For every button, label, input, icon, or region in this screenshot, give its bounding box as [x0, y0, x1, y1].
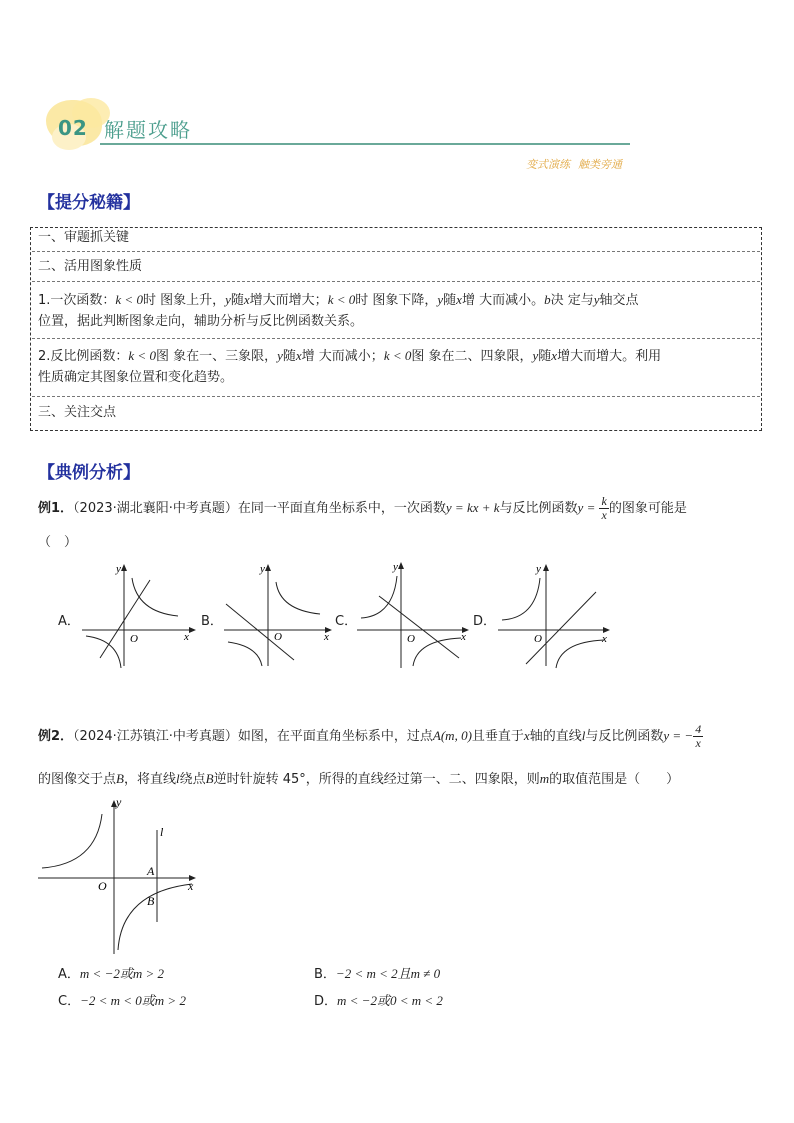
text-run: 图 象在一、三象限， [155, 349, 278, 364]
arrow-icon [189, 627, 196, 633]
fraction [693, 723, 703, 750]
math-run: B [116, 771, 124, 786]
text-run: 与反比例函数 [499, 501, 578, 516]
tips-paragraph-linear-2: 位置，据此判断图象走向，辅助分析与反比例函数关系。 [38, 314, 364, 329]
math-run: k < 0 [115, 292, 143, 307]
text-run: 且垂直于 [471, 729, 524, 744]
section-tagline [526, 156, 622, 172]
origin-label: O [274, 631, 282, 643]
text-run: 随 [443, 293, 457, 308]
equation: y = [577, 500, 596, 515]
choice-label: B． [314, 967, 336, 982]
choice-text: −2 < m < 0或m > 2 [80, 993, 186, 1008]
title-underline [100, 143, 630, 145]
text-run: 逆时针旋转 45°，所得的直线经过第一、二、四象限，则 [213, 772, 540, 787]
text-run: 图 象在二、四象限， [411, 349, 533, 364]
example-1-question [38, 495, 687, 522]
option-label-d: D． [473, 614, 497, 629]
y-label: y [393, 561, 398, 573]
divider [32, 251, 760, 252]
linear-line [100, 580, 150, 658]
tips-paragraph-inverse-2: 性质确定其图象位置和变化趋势。 [38, 370, 234, 385]
origin-label: O [98, 879, 107, 893]
point-a-label: A [147, 864, 155, 878]
text-run: 随 [282, 349, 296, 364]
divider [32, 396, 760, 397]
math-run: B [205, 771, 214, 786]
tips-line-2: 二、活用图象性质 [38, 259, 143, 274]
text-run: 与反比例函数 [585, 729, 664, 744]
math-run: x [243, 292, 250, 307]
x-label: x [602, 633, 607, 645]
denominator: x [601, 508, 607, 522]
hyperbola-branch [556, 640, 604, 668]
math-run: x [456, 292, 462, 307]
math-run: l [175, 771, 180, 786]
arrow-icon [398, 562, 404, 569]
text-run: 随 [230, 293, 244, 308]
hyperbola-branch [502, 578, 540, 620]
x-label: x [461, 631, 466, 643]
choice-label: C． [58, 994, 81, 1009]
example-label: 例1． [38, 501, 74, 516]
math-run: y [437, 292, 444, 307]
arrow-icon [121, 564, 127, 571]
text-run: 轴交点 [599, 293, 639, 308]
divider [32, 281, 760, 282]
choice-label: D． [314, 994, 338, 1009]
math-run: y [532, 348, 539, 363]
y-label: y [536, 563, 541, 575]
math-run: k < 0 [327, 292, 356, 307]
text-run: （2023·湖北襄阳·中考真题）在同一平面直角坐标系中，一次函数 [73, 501, 446, 516]
arrow-icon [265, 564, 271, 571]
divider [32, 338, 760, 339]
option-d-graph [496, 560, 616, 670]
arrow-icon [543, 564, 549, 571]
fraction [599, 495, 608, 522]
text-run: 增大而增大。利用 [557, 349, 662, 364]
tips-heading: 【提分秘籍】 [38, 193, 140, 213]
text-run: 时 图象上升， [142, 293, 226, 308]
numerator: k [601, 494, 607, 508]
text-run: 的取值范围是（ ） [549, 772, 680, 787]
hyperbola-branch [413, 638, 461, 666]
option-label-a: A． [58, 614, 80, 629]
math-run: y [277, 348, 283, 363]
choice-text: m < −2或m > 2 [79, 966, 165, 981]
text-run: （2024·江苏镇江·中考真题）如图，在平面直角坐标系中，过点 [73, 729, 433, 744]
math-run: x [551, 348, 558, 363]
tips-line-3: 三、关注交点 [38, 405, 117, 420]
text-run: 增大而增大； [249, 293, 328, 308]
choice-c [58, 990, 186, 1009]
section-title: 解题攻略 [104, 118, 192, 142]
option-c-graph [355, 558, 475, 670]
example-2-figure [36, 794, 206, 958]
origin-label: O [534, 633, 542, 645]
x-label: x [188, 879, 194, 893]
hyperbola-branch [361, 576, 397, 618]
math-run: x [295, 348, 302, 363]
numerator: 4 [695, 722, 702, 736]
tagline-part-1: 变式演练 [526, 158, 570, 171]
hyperbola-branch [118, 884, 192, 950]
line-l-label: l [160, 825, 164, 839]
option-b-graph [222, 560, 342, 670]
math-run: l [581, 728, 586, 743]
text-run: 1.一次函数： [38, 293, 116, 308]
denominator: x [695, 736, 701, 750]
y-label: y [116, 795, 122, 809]
example-2-question [38, 723, 703, 750]
example-label: 例2． [38, 729, 74, 744]
hyperbola-branch [228, 642, 262, 666]
x-label: x [324, 631, 329, 643]
examples-heading: 【典例分析】 [38, 463, 140, 483]
answer-paren: （ ） [38, 535, 78, 550]
linear-line [526, 592, 596, 664]
text-run: 增 大而减小。 [461, 293, 545, 308]
tips-paragraph-linear [38, 289, 639, 312]
text-run: 2.反比例函数： [38, 349, 129, 364]
text-run: 的图象可能是 [608, 501, 687, 516]
text-run: 随 [538, 349, 552, 364]
linear-line [379, 596, 459, 658]
choice-a [58, 963, 164, 982]
choice-b [314, 963, 440, 982]
point-b-label: B [147, 894, 155, 908]
math-run: k < 0 [383, 348, 412, 363]
choice-d [314, 990, 443, 1009]
tagline-part-2: 触类旁通 [578, 158, 622, 171]
y-label: y [260, 563, 265, 575]
equation: y = − [663, 728, 694, 743]
equation: y = kx + k [445, 500, 500, 515]
text-run: ，将直线 [123, 772, 176, 787]
math-run: y [225, 292, 231, 307]
math-run: m [539, 771, 550, 786]
text-run: 决 定与 [550, 293, 594, 308]
linear-line [226, 604, 294, 660]
math-run: A(m, 0) [432, 728, 472, 743]
option-label-b: B． [201, 614, 223, 629]
text-run: 时 图象下降， [355, 293, 438, 308]
math-run: y [593, 292, 600, 307]
y-label: y [116, 563, 121, 575]
origin-label: O [130, 633, 138, 645]
origin-label: O [407, 633, 415, 645]
text-run: 的图像交于点 [38, 772, 117, 787]
example-2-question-line-2 [38, 768, 679, 787]
option-label-c: C． [335, 614, 358, 629]
math-run: b [544, 292, 551, 307]
text-run: 轴的直线 [529, 729, 582, 744]
choice-label: A． [58, 967, 80, 982]
text-run: 增 大而减小； [301, 349, 384, 364]
tips-line-1: 一、审题抓关键 [38, 230, 130, 245]
hyperbola-branch [42, 814, 102, 868]
hyperbola-branch [276, 582, 320, 614]
tips-paragraph-inverse [38, 345, 661, 368]
text-run: 绕点 [179, 772, 206, 787]
choice-text: m < −2或0 < m < 2 [337, 993, 443, 1008]
option-a-graph [80, 560, 200, 670]
choice-text: −2 < m < 2且m ≠ 0 [335, 966, 441, 981]
math-run: k < 0 [128, 348, 156, 363]
x-label: x [184, 631, 189, 643]
math-run: x [523, 728, 530, 743]
section-number: 02 [58, 116, 88, 140]
